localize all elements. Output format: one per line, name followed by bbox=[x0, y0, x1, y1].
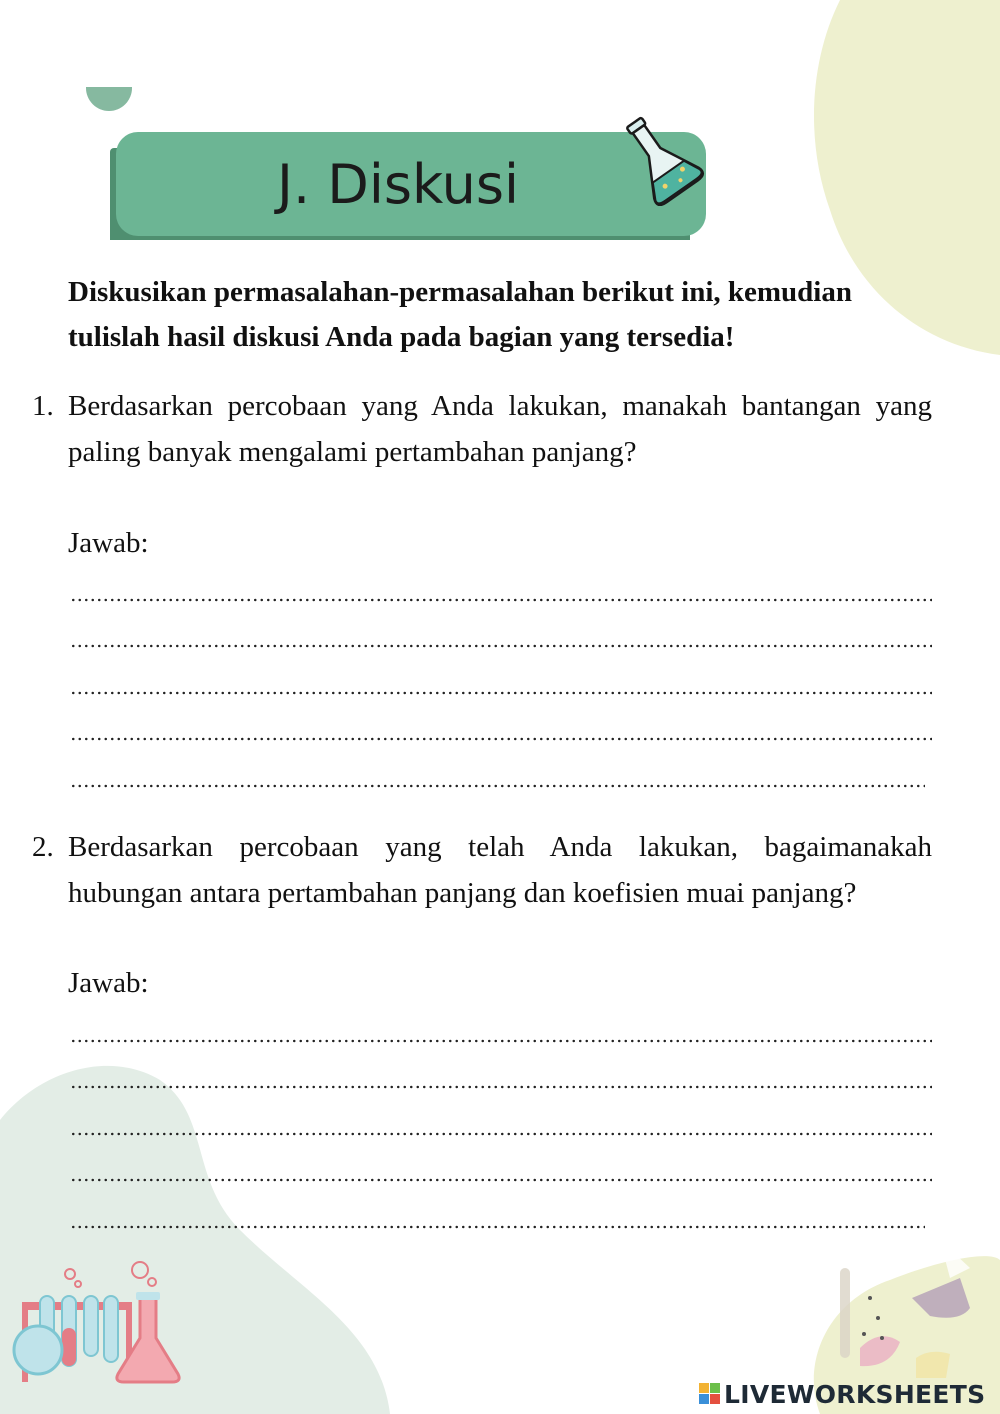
answer-label-1: Jawab: bbox=[68, 527, 149, 559]
answer-line-2-1[interactable] bbox=[70, 1039, 932, 1043]
flask-icon bbox=[612, 110, 708, 206]
test-tube-rack-icon bbox=[0, 1258, 200, 1388]
answer-line-2-2[interactable] bbox=[70, 1085, 932, 1089]
decorative-semicircle bbox=[86, 87, 132, 111]
liveworksheets-brand: LIVEWORKSHEETS bbox=[724, 1379, 986, 1409]
question-number: 1. bbox=[32, 390, 54, 422]
section-title: J. Diskusi bbox=[277, 152, 519, 216]
question-1 bbox=[32, 383, 932, 475]
liveworksheets-logo[interactable] bbox=[699, 1377, 985, 1411]
liveworksheets-logo-icon bbox=[699, 1383, 721, 1405]
instructions-text: Diskusikan permasalahan-permasalahan berikut ini, kemudian tulislah hasil diskusi Anda pada bagian yang tersedia! bbox=[68, 276, 852, 353]
answer-line-1-4[interactable] bbox=[70, 737, 932, 741]
question-number: 2. bbox=[32, 831, 54, 863]
answer-line-2-5[interactable] bbox=[70, 1225, 925, 1229]
question-text: Berdasarkan percobaan yang Anda lakukan, manakah bantangan yang paling banyak mengalami pertambahan panjang? bbox=[68, 390, 932, 468]
answer-line-1-2[interactable] bbox=[70, 644, 932, 648]
lab-glassware-icon bbox=[820, 1238, 1000, 1378]
question-text: Berdasarkan percobaan yang telah Anda lakukan, bagaimanakah hubungan antara pertambahan panjang dan koefisien muai panjang? bbox=[68, 831, 932, 909]
answer-line-1-5[interactable] bbox=[70, 784, 925, 788]
answer-label-2: Jawab: bbox=[68, 967, 149, 999]
answer-line-1-3[interactable] bbox=[70, 691, 932, 695]
answer-line-2-3[interactable] bbox=[70, 1132, 932, 1136]
answer-line-2-4[interactable] bbox=[70, 1178, 932, 1182]
answer-line-1-1[interactable] bbox=[70, 598, 932, 602]
question-2 bbox=[32, 824, 932, 916]
